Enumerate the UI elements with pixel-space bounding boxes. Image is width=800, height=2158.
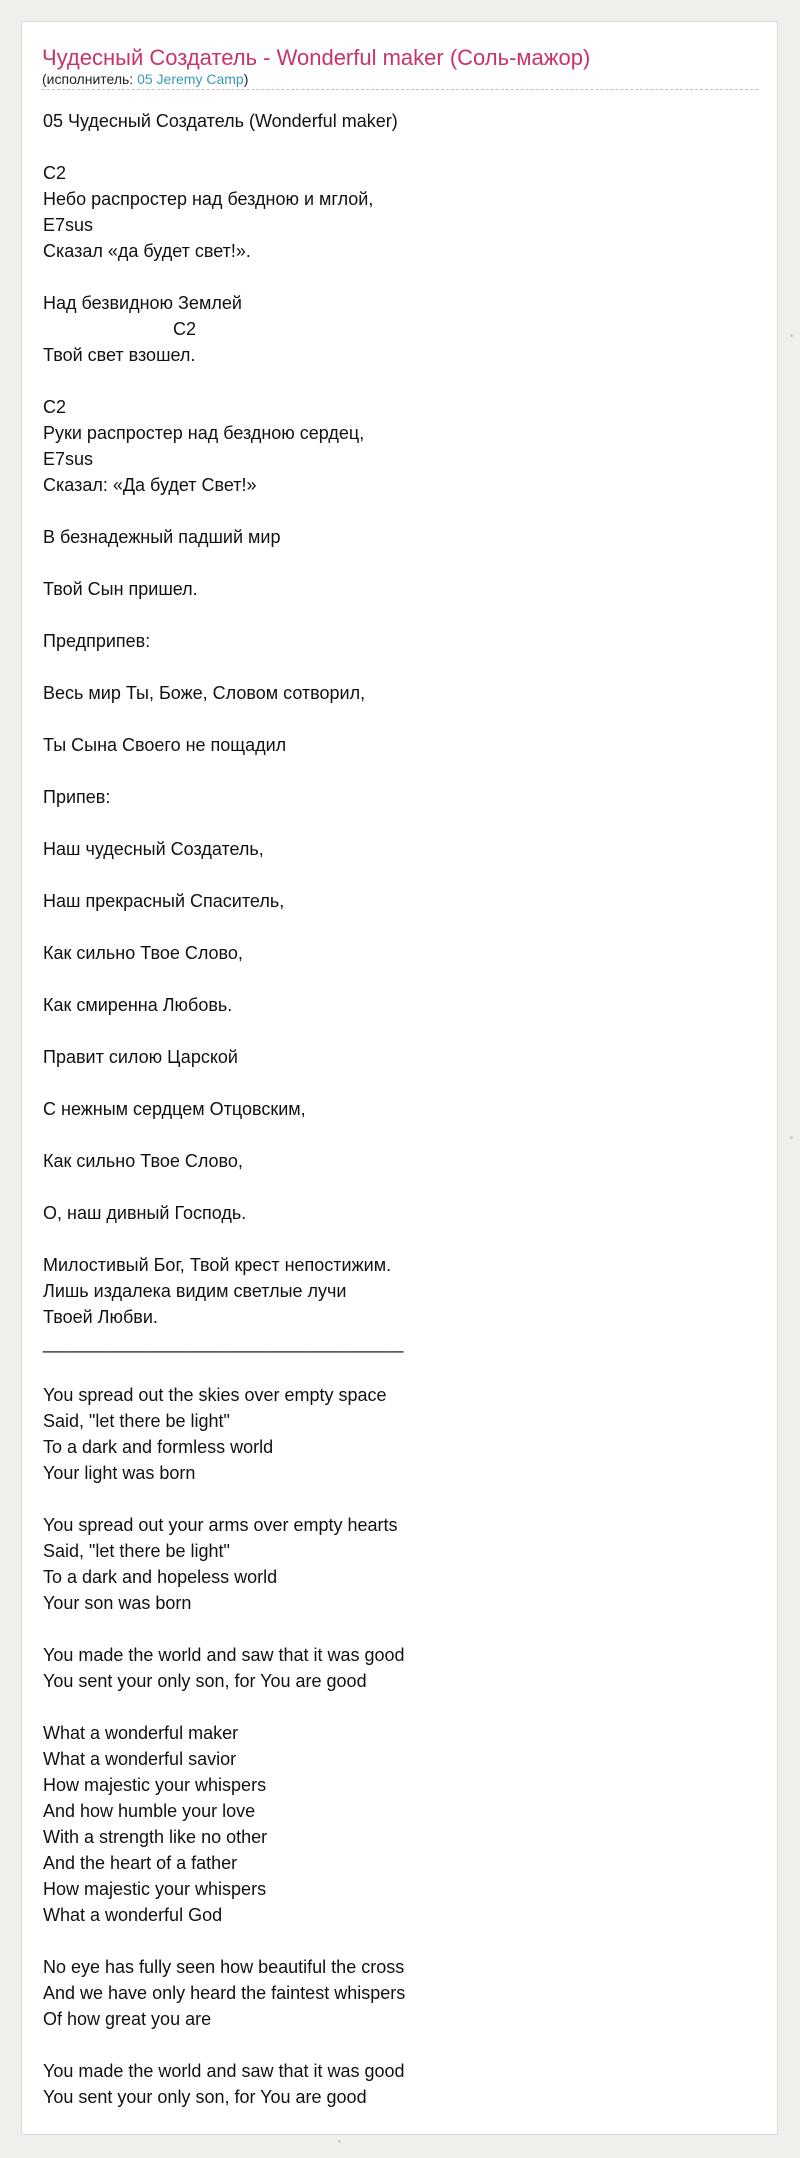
lyrics-text: 05 Чудесный Создатель (Wonderful maker) C2 Небо распростер над бездною и мглой, E7sus Сказал «да будет свет!». Над безвидною Землей C2 Твой свет взошел. C2 Руки распростер над бездною сердец, E7sus Сказал: «Да будет Свет!» В безнадежный падший мир Твой Сын пришел. Предприпев: Весь мир Ты, Боже, Словом сотворил, Ты Сына Своего не пощадил Припев: Наш чудесный Создатель, Наш прекрасный Спаситель, Как сильно Твое Слово, Как смиренна Любовь. Правит силою Царской С нежным сердцем Отцовским, Как сильно Твое Слово, О, наш дивный Господь. Милостивый Бог, Твой крест непостижим. Лишь издалека видим светлые лучи Твоей Любви. ____________________________________ You spread out the skies over empty space Said, "let there be light" To a dark and formless world Your light was born You spread out your arms over empty hearts Said, "let there be light" To a dark and hopeless world Your son was born You made the world and saw that it was good You sent your only son, for You are good What a wonderful maker What a wonderful savior How majestic your whispers And how humble your love With a strength like no other And the heart of a father How majestic your whispers What a wonderful God No eye has fully seen how beautiful the cross And we have only heard the faintest whispers Of how great you are You made the world and saw that it was good You sent your only son, for You are good bbox=[43, 111, 406, 2107]
artist-line bbox=[42, 71, 758, 87]
artist-suffix: ) bbox=[243, 71, 249, 87]
lyrics-card bbox=[21, 21, 778, 2135]
song-header bbox=[42, 44, 758, 90]
song-title: Чудесный Создатель - Wonderful maker (Соль-мажор) bbox=[42, 45, 591, 70]
background-speck bbox=[790, 1136, 793, 1139]
background-speck bbox=[790, 334, 793, 337]
artist-prefix: (исполнитель: bbox=[42, 71, 138, 87]
background-speck bbox=[338, 2140, 341, 2143]
artist-link[interactable]: 05 Jeremy Camp bbox=[137, 71, 244, 87]
